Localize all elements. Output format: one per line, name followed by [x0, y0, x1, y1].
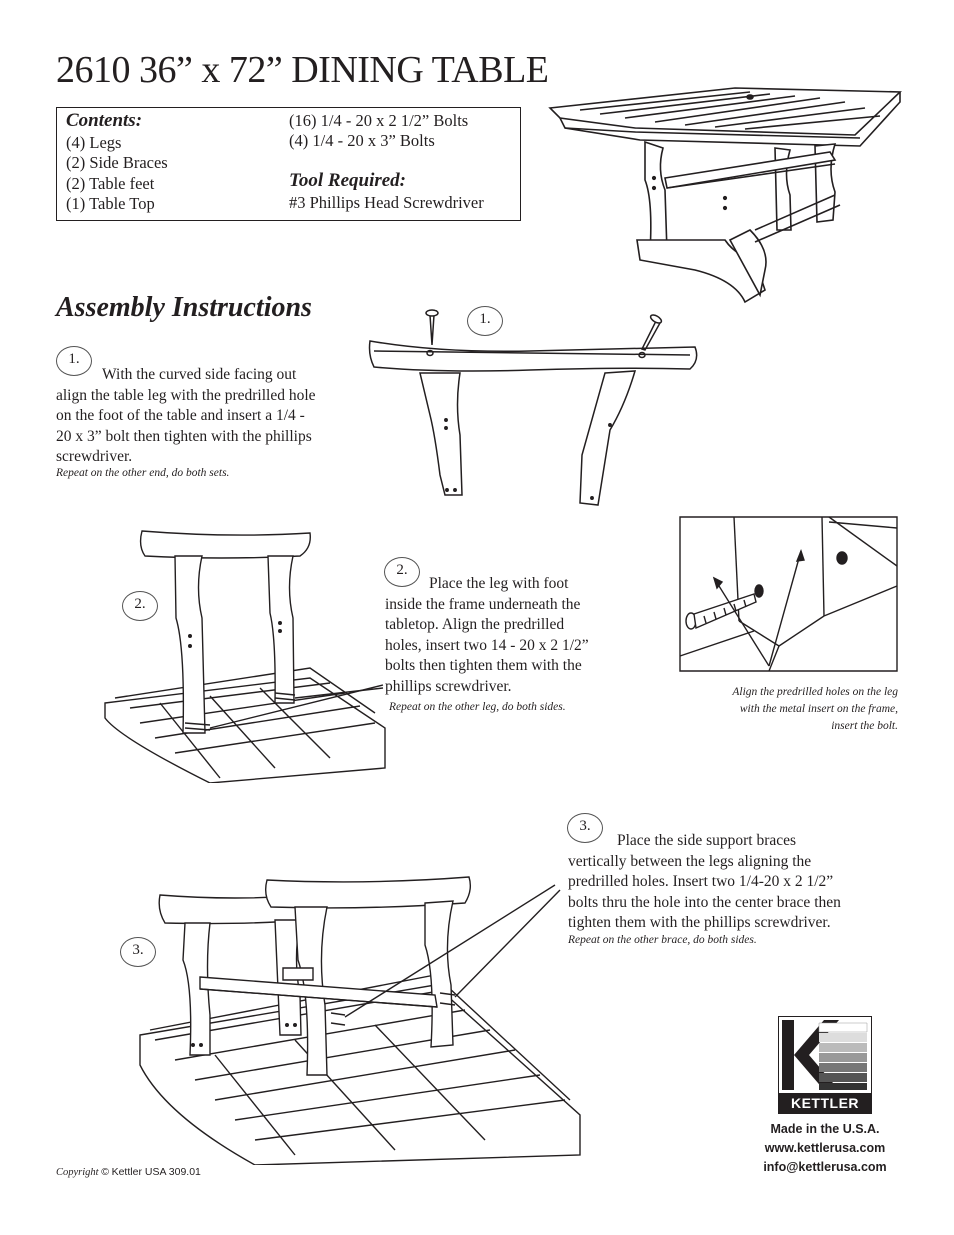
step-3-badge: 3. — [567, 813, 603, 843]
step-3-note: Repeat on the other brace, do both sides. — [568, 934, 757, 946]
contents-heading: Contents: — [66, 110, 143, 131]
step-3-line: Place the side support braces — [617, 832, 797, 849]
step-1-line: on the foot of the table and insert a 1/4 - — [56, 407, 305, 424]
step-1-line: With the curved side facing out — [102, 366, 297, 383]
tool-required: #3 Phillips Head Screwdriver — [289, 193, 484, 212]
copyright — [56, 1166, 201, 1178]
detail-illustration — [679, 516, 898, 672]
step-3-line: tighten them with the phillips screwdriver. — [568, 914, 831, 931]
detail-caption-line: insert the bolt. — [831, 720, 898, 732]
detail-caption — [660, 684, 898, 735]
contents-item: (2) Side Braces — [66, 153, 168, 173]
email-link[interactable]: info@kettlerusa.com — [763, 1160, 887, 1174]
step-1-badge: 1. — [56, 346, 92, 376]
step-3-line: vertically between the legs aligning the — [568, 852, 812, 870]
step-1-illustration-badge: 1. — [467, 306, 503, 336]
made-in: Made in the U.S.A. — [770, 1122, 880, 1136]
assembly-instructions-heading: Assembly Instructions — [56, 292, 312, 323]
step-1-text — [56, 365, 356, 468]
kettler-brand: KETTLER — [779, 1093, 871, 1113]
step-2-note: Repeat on the other leg, do both sides. — [389, 701, 566, 713]
step-2-line: holes, insert two 14 - 20 x 2 1/2” — [385, 636, 589, 654]
contents-item: (2) Table feet — [66, 173, 155, 193]
hardware-item: (4) 1/4 - 20 x 3” Bolts — [289, 131, 435, 151]
tool-heading: Tool Required: — [289, 170, 406, 191]
detail-caption-line: with the metal insert on the frame, — [739, 703, 898, 715]
hardware-list — [289, 111, 468, 152]
copyright-word: Copyright — [56, 1167, 99, 1178]
step-3-line: predrilled holes. Insert two 1/4-20 x 2 1/2” — [568, 873, 834, 890]
step-2-badge: 2. — [384, 557, 420, 587]
step-2-text — [385, 574, 625, 697]
copyright-text: Kettler USA 309.01 — [111, 1166, 201, 1178]
step-2-line: bolts then tighten them with the — [385, 657, 582, 674]
step-1-line: screwdriver. — [56, 448, 133, 465]
kettler-logo-mark — [779, 1017, 870, 1093]
step-3-line: bolts thru the hole into the center brace then — [568, 893, 841, 911]
step-2-line: tabletop. Align the predrilled — [385, 616, 565, 633]
step-2-illustration — [100, 528, 390, 783]
step-1-illustration — [360, 305, 705, 510]
step-3-illustration — [135, 865, 585, 1165]
step-1-line: align the table leg with the predrilled hole — [56, 386, 316, 404]
contents-item: (1) Table Top — [66, 193, 155, 213]
website-link[interactable]: www.kettlerusa.com — [764, 1141, 886, 1155]
finished-table-illustration — [545, 80, 905, 310]
step-2-illustration-badge: 2. — [122, 591, 158, 621]
step-2-line: phillips screwdriver. — [385, 677, 512, 695]
hardware-item: (16) 1/4 - 20 x 2 1/2” Bolts — [289, 111, 469, 130]
page-title: 2610 36” x 72” DINING TABLE — [56, 49, 549, 91]
contents-list — [66, 133, 168, 214]
contents-item: (4) Legs — [66, 133, 122, 152]
step-3-text — [568, 831, 898, 934]
step-1-line: 20 x 3” bolt then tighten with the phillips — [56, 427, 312, 445]
company-info — [740, 1120, 910, 1177]
step-2-line: Place the leg with foot — [429, 575, 569, 592]
copyright-symbol: © — [101, 1166, 109, 1178]
step-1-note: Repeat on the other end, do both sets. — [56, 467, 230, 479]
kettler-logo — [778, 1016, 872, 1114]
step-3-illustration-badge: 3. — [120, 937, 156, 967]
detail-caption-line: Align the predrilled holes on the leg — [732, 686, 898, 698]
step-2-line: inside the frame underneath the — [385, 595, 581, 613]
